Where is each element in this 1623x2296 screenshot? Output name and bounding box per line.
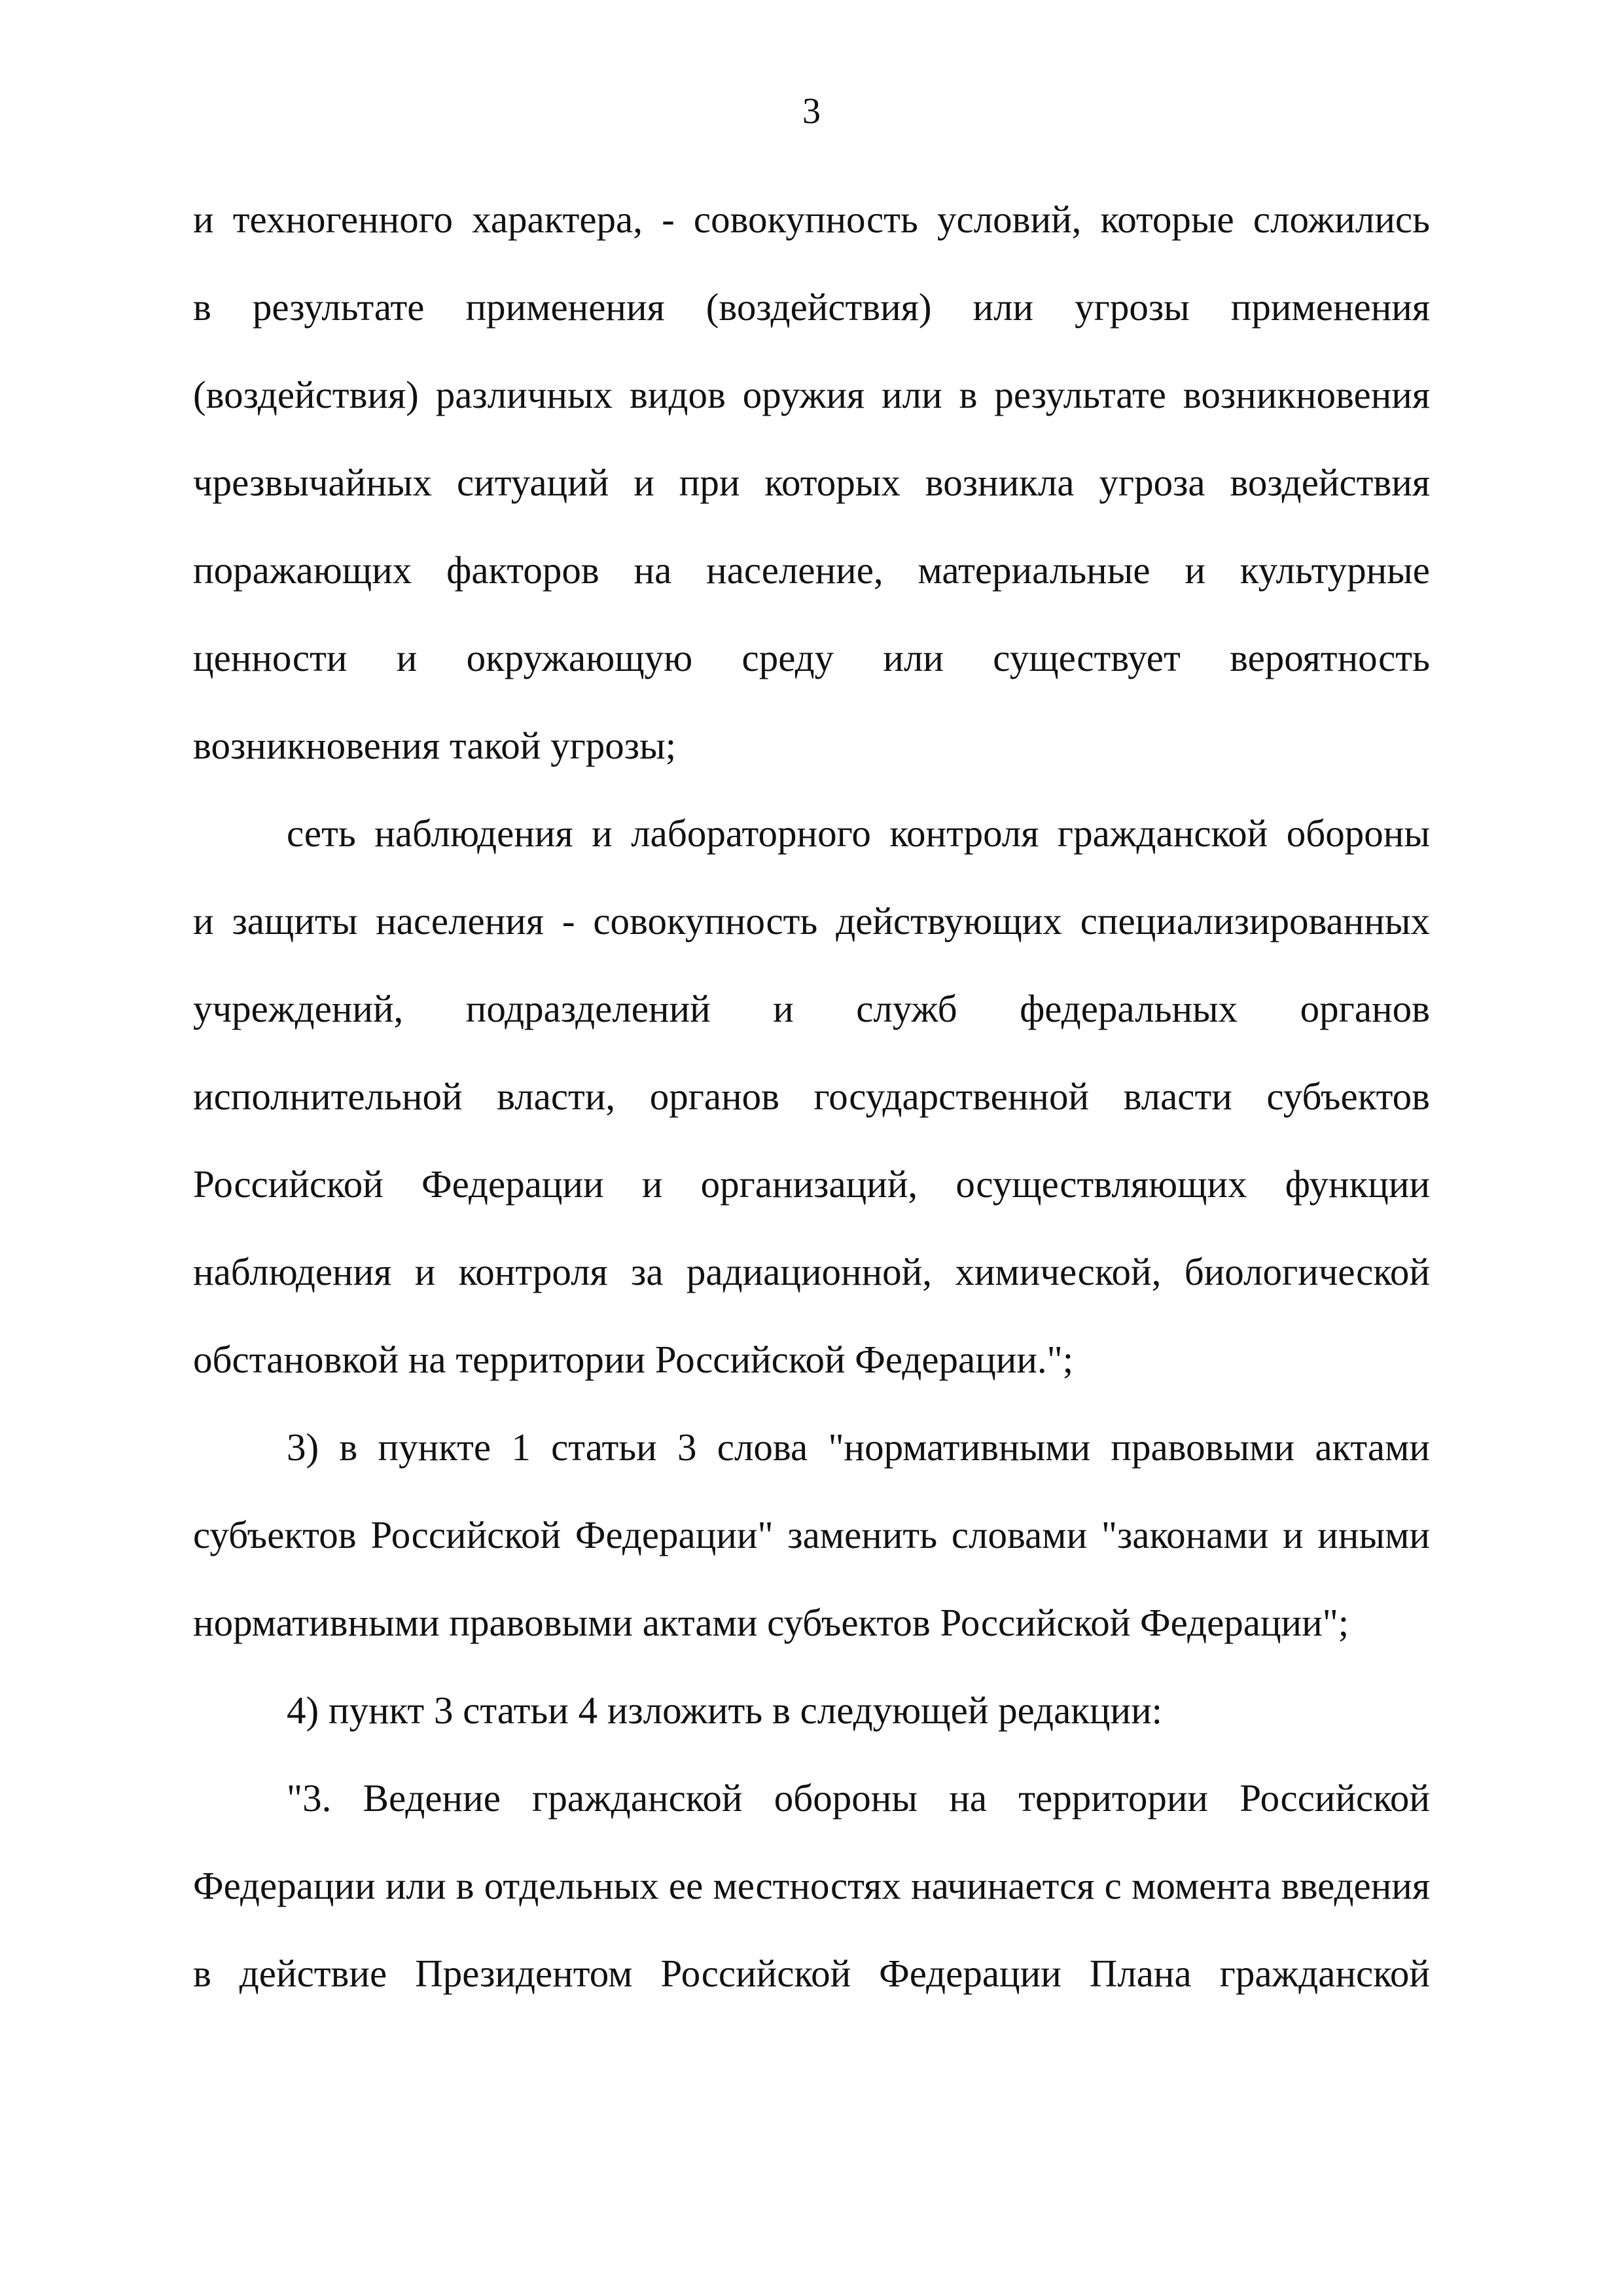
text-line: в результате применения (воздействия) или угрозы применения bbox=[193, 285, 1430, 329]
text-line: "3. Ведение гражданской обороны на территории Российской bbox=[287, 1776, 1430, 1820]
text-line: обстановкой на территории Российской Федерации."; bbox=[193, 1338, 1074, 1381]
text-line: нормативными правовыми актами субъектов Российской Федерации"; bbox=[193, 1601, 1349, 1644]
text-line: учреждений, подразделений и служб федеральных органов bbox=[193, 987, 1430, 1030]
text-line: и техногенного характера, - совокупность условий, которые сложились bbox=[193, 198, 1430, 241]
text-line: сеть наблюдения и лабораторного контроля гражданской обороны bbox=[287, 812, 1430, 855]
text-line: возникновения такой угрозы; bbox=[193, 724, 677, 767]
text-line: 3) в пункте 1 статьи 3 слова "нормативными правовыми актами bbox=[287, 1426, 1430, 1469]
text-line: поражающих факторов на население, материальные и культурные bbox=[193, 548, 1430, 592]
text-line: субъектов Российской Федерации" заменить словами "законами и иными bbox=[193, 1513, 1430, 1556]
text-line: 4) пункт 3 статьи 4 изложить в следующей редакции: bbox=[287, 1689, 1163, 1732]
text-line: в действие Президентом Российской Федерации Плана гражданской bbox=[193, 1952, 1430, 1995]
text-line: наблюдения и контроля за радиационной, химической, биологической bbox=[193, 1250, 1430, 1293]
text-line: исполнительной власти, органов государственной власти субъектов bbox=[193, 1075, 1430, 1118]
text-line: ценности и окружающую среду или существует вероятность bbox=[193, 636, 1430, 679]
page-number: 3 bbox=[802, 91, 821, 132]
text-line: Федерации или в отдельных ее местностях начинается с момента введения bbox=[193, 1864, 1430, 1907]
text-line: чрезвычайных ситуаций и при которых возникла угроза воздействия bbox=[193, 461, 1430, 504]
text-line: (воздействия) различных видов оружия или в результате возникновения bbox=[193, 373, 1430, 416]
text-line: и защиты населения - совокупность действующих специализированных bbox=[193, 899, 1430, 942]
text-line: Российской Федерации и организаций, осуществляющих функции bbox=[193, 1162, 1430, 1206]
